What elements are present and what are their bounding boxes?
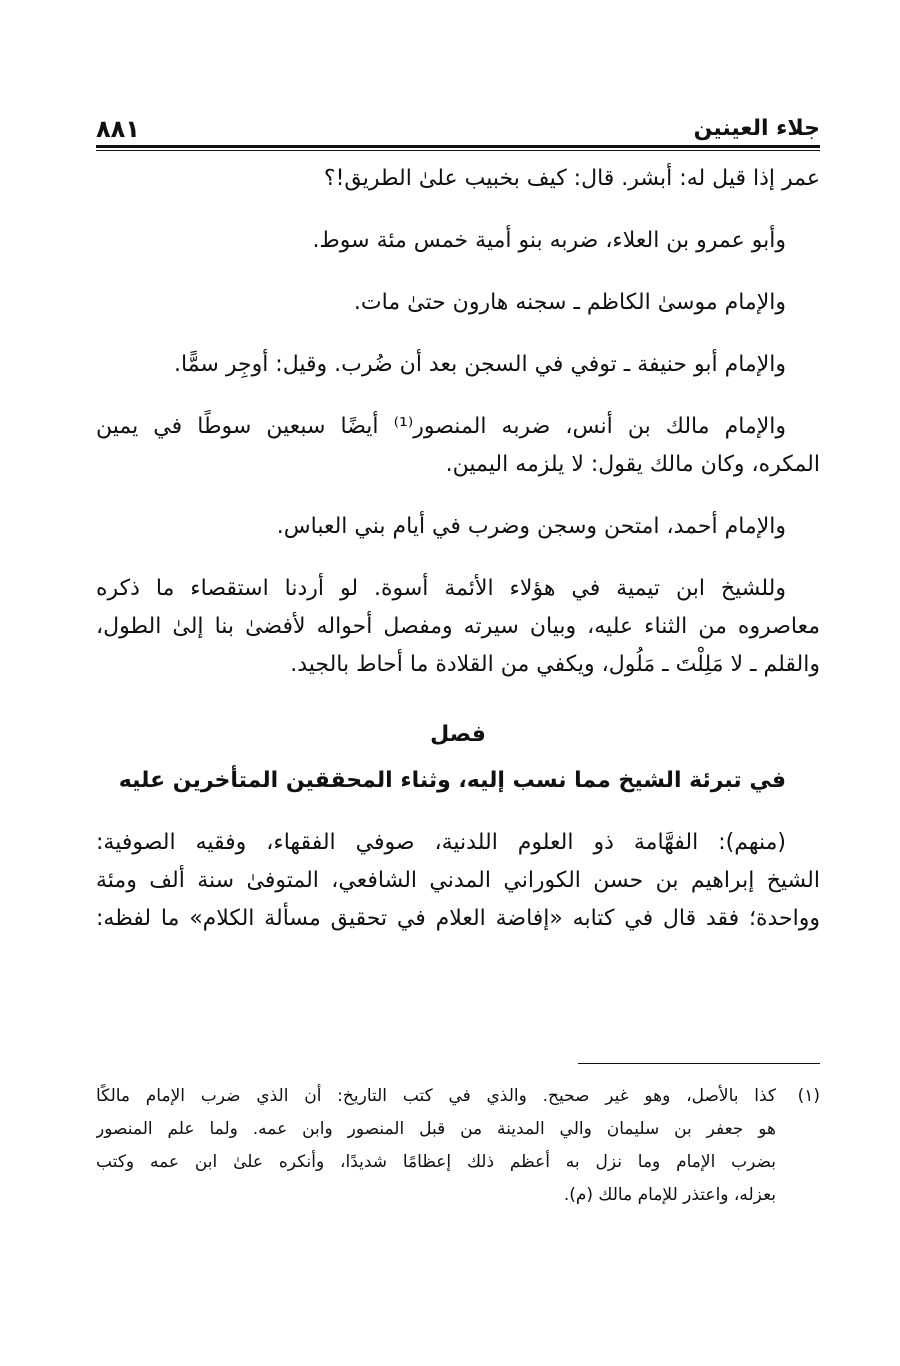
running-title: جلاء العينين: [693, 116, 820, 141]
text-line: (منهم): الفهَّامة ذو العلوم اللدنية، صوفي الفقهاء، وفقيه الصوفية:: [96, 830, 786, 855]
footnote-line: بعزله، واعتذر للإمام مالك (م).: [563, 1185, 776, 1205]
text-line: معاصروه من الثناء عليه، وبيان سيرته ومفصل أحواله لأفضىٰ بنا إلىٰ الطول،: [96, 614, 820, 639]
section-subheading: في تبرئة الشيخ مما نسب إليه، وثناء المحققين المتأخرين عليه: [118, 768, 786, 793]
footnote: [96, 1080, 820, 1212]
header-rule-thin: [96, 150, 820, 151]
page-number: ٨٨١: [96, 115, 140, 143]
header-rule-thick: [96, 145, 820, 148]
text-line: والقلم ـ لا مَلِلْتَ ـ مَلُول، ويكفي من القلادة ما أحاط بالجيد.: [290, 652, 820, 677]
section-heading: فصل: [430, 722, 486, 747]
footnote-line: بضرب الإمام وما نزل به أعظم ذلك إعظامًا شديدًا، وأنكره علىٰ ابن عمه وكتب: [96, 1152, 776, 1172]
text-line: والإمام أبو حنيفة ـ توفي في السجن بعد أن ضُرب. وقيل: أوجِر سمًّا.: [174, 352, 786, 377]
text-line: عمر إذا قيل له: أبشر. قال: كيف بخبيب علىٰ الطريق!؟: [323, 166, 820, 191]
text-line: المكره، وكان مالك يقول: لا يلزمه اليمين.: [445, 452, 820, 477]
text-line: والإمام موسىٰ الكاظم ـ سجنه هارون حتىٰ مات.: [353, 290, 786, 315]
footnote-rule: [578, 1063, 820, 1064]
text-line: وأبو عمرو بن العلاء، ضربه بنو أمية خمس مئة سوط.: [312, 228, 786, 253]
footnote-number: (١): [797, 1086, 820, 1106]
footnote-line: هو جعفر بن سليمان والي المدينة من قبل المنصور وابن عمه. ولما علم المنصور: [96, 1119, 776, 1139]
footnote-line: كذا بالأصل، وهو غير صحيح. والذي في كتب التاريخ: أن الذي ضرب الإمام مالكًا: [96, 1086, 776, 1106]
text-line: الشيخ إبراهيم بن حسن الكوراني المدني الشافعي، المتوفىٰ سنة ألف ومئة: [96, 868, 820, 893]
text-line: والإمام أحمد، امتحن وسجن وضرب في أيام بني العباس.: [276, 514, 786, 539]
text-line: وواحدة؛ فقد قال في كتابه «إفاضة العلام في تحقيق مسألة الكلام» ما لفظه:: [96, 906, 820, 931]
text-line: وللشيخ ابن تيمية في هؤلاء الأئمة أسوة. لو أردنا استقصاء ما ذكره: [96, 576, 786, 601]
page-header: [96, 112, 820, 146]
main-text: [96, 160, 820, 938]
text-line: والإمام مالك بن أنس، ضربه المنصور⁽¹⁾ أيضًا سبعين سوطًا في يمين: [96, 414, 786, 439]
